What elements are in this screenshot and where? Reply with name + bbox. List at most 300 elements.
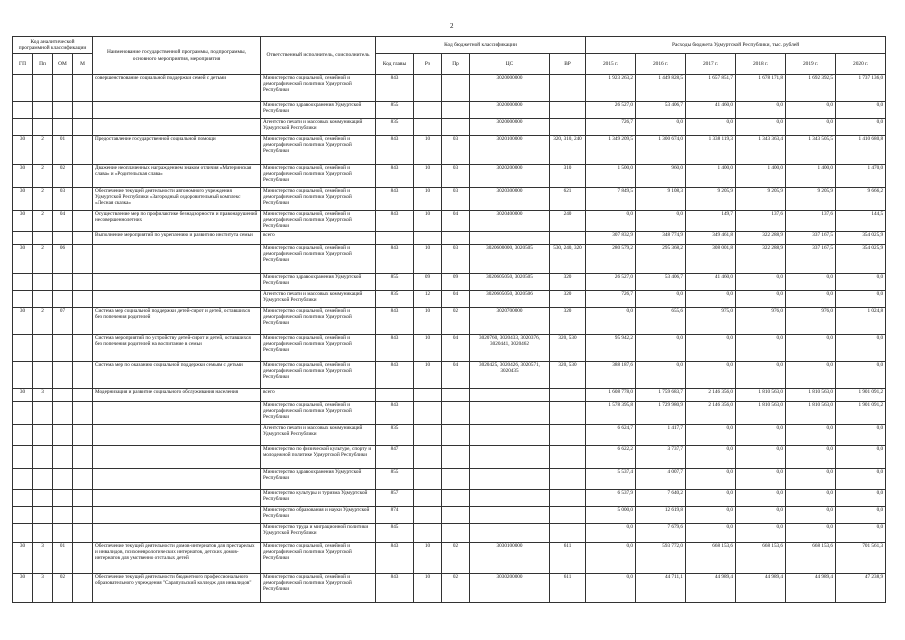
expense-value-cell: 4 007,7 <box>636 469 686 490</box>
gp-cell <box>13 402 33 425</box>
cs-cell: 3030100000 <box>470 543 550 574</box>
om-cell: 01 <box>53 136 73 165</box>
m-cell <box>73 446 93 469</box>
expense-value-cell: 6 624,7 <box>586 425 636 446</box>
vr-cell: 320, 530 <box>550 335 586 362</box>
expense-value-cell: 1 470,0 <box>836 165 886 188</box>
expense-value-cell: 668 153,6 <box>786 543 836 574</box>
expense-value-cell: 2 146 356,0 <box>686 402 736 425</box>
expense-value-cell: 0,0 <box>836 446 886 469</box>
rz-cell: 10 <box>414 165 442 188</box>
pr-cell <box>442 507 470 524</box>
om-cell <box>53 274 73 291</box>
executor-cell: Министерство социальной, семейной и демографической политики Удмуртской Республики <box>261 165 376 188</box>
pr-cell: 03 <box>442 136 470 165</box>
grbs-cell: 843 <box>376 543 414 574</box>
vr-cell <box>550 490 586 507</box>
expense-value-cell: 726,7 <box>586 291 636 308</box>
pp-cell <box>33 507 53 524</box>
m-cell <box>73 490 93 507</box>
expense-value-cell: 95 942,2 <box>586 335 636 362</box>
rz-cell <box>414 75 442 102</box>
expense-value-cell: 348 774,9 <box>636 232 686 245</box>
pp-cell <box>33 524 53 543</box>
om-cell: 02 <box>53 165 73 188</box>
expense-value-cell: 0,0 <box>586 574 636 603</box>
table-row <box>13 507 886 524</box>
vr-cell: 621 <box>550 188 586 211</box>
pp-cell <box>33 402 53 425</box>
program-name-header: Наименование государственной программы, подпрограммы, основного мероприятия, мероприятия <box>93 37 261 75</box>
expense-value-cell: 1 901 091,2 <box>836 389 886 402</box>
expense-value-cell: 1 410 680,8 <box>836 136 886 165</box>
expense-value-cell: 6 537,9 <box>586 490 636 507</box>
grbs-cell: 843 <box>376 136 414 165</box>
expense-value-cell: 0,0 <box>736 446 786 469</box>
m-cell <box>73 335 93 362</box>
executor-cell: Министерство социальной, семейной и демографической политики Удмуртской Республики <box>261 335 376 362</box>
vr-cell <box>550 232 586 245</box>
grbs-cell: 835 <box>376 119 414 136</box>
m-header: М <box>73 54 93 75</box>
executor-cell: Министерство здравоохранения Удмуртской Республики <box>261 102 376 119</box>
expense-value-cell: 1 500,0 <box>586 165 636 188</box>
pr-cell <box>442 232 470 245</box>
expense-value-cell: 0,0 <box>636 291 686 308</box>
gp-cell: 30 <box>13 188 33 211</box>
expense-value-cell: 726,7 <box>586 119 636 136</box>
vr-cell: 320, 310, 240 <box>550 136 586 165</box>
gp-cell <box>13 75 33 102</box>
vr-cell: 611 <box>550 543 586 574</box>
cs-cell: 3030200000 <box>470 574 550 603</box>
m-cell <box>73 211 93 232</box>
expense-value-cell: 0,0 <box>586 524 636 543</box>
table-row <box>13 291 886 308</box>
vr-header: ВР <box>550 54 586 75</box>
vr-cell <box>550 507 586 524</box>
grbs-header: Код главы <box>376 54 414 75</box>
cs-cell <box>470 490 550 507</box>
pp-cell <box>33 75 53 102</box>
vr-cell: 530, 240, 320 <box>550 245 586 274</box>
executor-cell: Министерство социальной, семейной и демографической политики Удмуртской Республики <box>261 362 376 389</box>
expense-value-cell: 337 167,5 <box>786 245 836 274</box>
expense-value-cell: 0,0 <box>836 490 886 507</box>
rz-cell: 10 <box>414 245 442 274</box>
expense-value-cell: 0,0 <box>786 335 836 362</box>
expense-value-cell: 0,0 <box>786 446 836 469</box>
expense-value-cell: 1 300 674,0 <box>636 136 686 165</box>
table-row <box>13 402 886 425</box>
m-cell <box>73 402 93 425</box>
pr-cell: 04 <box>442 211 470 232</box>
executor-cell: Министерство социальной, семейной и демографической политики Удмуртской Республики <box>261 308 376 335</box>
cs-cell: 3020000000 <box>470 119 550 136</box>
om-cell: 07 <box>53 308 73 335</box>
om-cell <box>53 425 73 446</box>
vr-cell <box>550 402 586 425</box>
executor-cell: Министерство социальной, семейной и демографической политики Удмуртской Республики <box>261 211 376 232</box>
executor-cell: Министерство социальной, семейной и демографической политики Удмуртской Республики <box>261 75 376 102</box>
pr-cell <box>442 102 470 119</box>
expense-value-cell: 12 619,8 <box>636 507 686 524</box>
m-cell <box>73 245 93 274</box>
table-row <box>13 232 886 245</box>
rz-cell <box>414 119 442 136</box>
cs-cell: 3020100000 <box>470 136 550 165</box>
cs-cell: 3020200000 <box>470 165 550 188</box>
pr-cell: 03 <box>442 165 470 188</box>
gp-cell <box>13 446 33 469</box>
pr-cell <box>442 469 470 490</box>
vr-cell: 320, 530 <box>550 362 586 389</box>
expense-value-cell: 0,0 <box>786 291 836 308</box>
expense-value-cell: 1 810 563,0 <box>736 402 786 425</box>
expense-value-cell: 0,0 <box>836 425 886 446</box>
om-cell <box>53 119 73 136</box>
program-name-cell <box>93 507 261 524</box>
program-name-cell: Система мер социальной поддержки детей-сирот и детей, оставшихся без попечения родителей <box>93 308 261 335</box>
pr-cell: 04 <box>442 291 470 308</box>
m-cell <box>73 425 93 446</box>
grbs-cell: 855 <box>376 469 414 490</box>
gp-cell <box>13 469 33 490</box>
om-cell <box>53 446 73 469</box>
pr-cell: 03 <box>442 188 470 211</box>
m-cell <box>73 389 93 402</box>
executor-cell: Министерство здравоохранения Удмуртской Республики <box>261 274 376 291</box>
table-row <box>13 446 886 469</box>
pp-header: Пп <box>33 54 53 75</box>
gp-cell <box>13 524 33 543</box>
expense-value-cell: 322 288,9 <box>736 232 786 245</box>
om-cell <box>53 232 73 245</box>
expense-value-cell: 7 849,5 <box>586 188 636 211</box>
grbs-cell: 843 <box>376 574 414 603</box>
table-row <box>13 211 886 232</box>
m-cell <box>73 291 93 308</box>
program-name-cell <box>93 524 261 543</box>
expense-value-cell: 0,0 <box>586 211 636 232</box>
vr-cell: 240 <box>550 211 586 232</box>
expense-value-cell: 0,0 <box>786 274 836 291</box>
expense-value-cell: 53 406,7 <box>636 102 686 119</box>
table-row <box>13 188 886 211</box>
gp-cell: 30 <box>13 211 33 232</box>
gp-cell <box>13 335 33 362</box>
expense-value-cell: 41 460,0 <box>686 102 736 119</box>
expense-value-cell: 53 406,7 <box>636 274 686 291</box>
expense-value-cell: 0,0 <box>836 119 886 136</box>
om-cell: 03 <box>53 188 73 211</box>
expense-value-cell: 1 024,8 <box>836 308 886 335</box>
pp-cell <box>33 232 53 245</box>
cs-cell <box>470 389 550 402</box>
expense-value-cell: 0,0 <box>786 425 836 446</box>
rz-cell <box>414 102 442 119</box>
rz-cell <box>414 389 442 402</box>
grbs-cell: 843 <box>376 335 414 362</box>
analytic-code-header: Код аналитической программной классификации <box>13 37 93 54</box>
expense-value-cell: 1 759 683,7 <box>636 389 686 402</box>
executor-cell: Министерство социальной, семейной и демографической политики Удмуртской Республики <box>261 245 376 274</box>
gp-header: ГП <box>13 54 33 75</box>
program-name-cell: Выполнение мероприятий по укреплению и развитию института семьи <box>93 232 261 245</box>
rz-cell: 10 <box>414 136 442 165</box>
grbs-cell: 843 <box>376 362 414 389</box>
year-header: 2018 г. <box>736 54 786 75</box>
vr-cell: 320 <box>550 291 586 308</box>
m-cell <box>73 102 93 119</box>
expense-value-cell: 322 288,9 <box>736 245 786 274</box>
om-cell: 06 <box>53 245 73 274</box>
program-name-cell <box>93 490 261 507</box>
table-row <box>13 75 886 102</box>
expense-value-cell: 0,0 <box>736 507 786 524</box>
cs-header: ЦС <box>470 54 550 75</box>
grbs-cell: 843 <box>376 165 414 188</box>
expense-value-cell: 0,0 <box>786 362 836 389</box>
expense-value-cell: 0,0 <box>736 490 786 507</box>
rz-cell <box>414 524 442 543</box>
expense-value-cell: 5 000,0 <box>586 507 636 524</box>
year-header: 2017 г. <box>686 54 736 75</box>
expense-value-cell: 0,0 <box>736 335 786 362</box>
expense-value-cell: 0,0 <box>686 469 736 490</box>
program-name-cell: Модернизация и развитие социального обслуживания населения <box>93 389 261 402</box>
expense-value-cell: 1 449 828,5 <box>636 75 686 102</box>
expense-value-cell: 0,0 <box>636 211 686 232</box>
expense-value-cell: 1 343 363,4 <box>736 136 786 165</box>
program-name-cell <box>93 402 261 425</box>
expense-value-cell: 0,0 <box>686 524 736 543</box>
program-name-cell <box>93 446 261 469</box>
rz-cell <box>414 446 442 469</box>
expense-value-cell: 0,0 <box>836 524 886 543</box>
expense-value-cell: 0,0 <box>736 291 786 308</box>
grbs-cell: 845 <box>376 524 414 543</box>
cs-cell: 3020000000 <box>470 75 550 102</box>
expense-value-cell: 1 737 136,0 <box>836 75 886 102</box>
pp-cell: 2 <box>33 245 53 274</box>
pr-cell <box>442 446 470 469</box>
gp-cell <box>13 102 33 119</box>
rz-cell: 12 <box>414 291 442 308</box>
expense-value-cell: 1 692 392,5 <box>786 75 836 102</box>
executor-cell: Министерство культуры и туризма Удмуртской Республики <box>261 490 376 507</box>
m-cell <box>73 136 93 165</box>
table-row <box>13 362 886 389</box>
program-name-cell <box>93 245 261 274</box>
expense-value-cell: 3 737,7 <box>636 446 686 469</box>
table-row <box>13 119 886 136</box>
expense-value-cell: 1 810 563,0 <box>786 402 836 425</box>
year-header: 2020 г. <box>836 54 886 75</box>
grbs-cell: 847 <box>376 446 414 469</box>
table-row <box>13 102 886 119</box>
gp-cell <box>13 490 33 507</box>
rz-header: Рз <box>414 54 442 75</box>
table-row <box>13 490 886 507</box>
rz-cell: 10 <box>414 362 442 389</box>
expense-value-cell: 0,0 <box>686 119 736 136</box>
expense-value-cell: 960,0 <box>636 165 686 188</box>
om-cell <box>53 469 73 490</box>
grbs-cell: 843 <box>376 188 414 211</box>
om-header: ОМ <box>53 54 73 75</box>
expense-value-cell: 0,0 <box>736 469 786 490</box>
vr-cell <box>550 425 586 446</box>
pr-header: Пр <box>442 54 470 75</box>
expense-value-cell: 0,0 <box>636 335 686 362</box>
gp-cell <box>13 425 33 446</box>
expense-value-cell: 295 368,2 <box>636 245 686 274</box>
expense-value-cell: 149,7 <box>686 211 736 232</box>
expense-value-cell: 1 578 395,8 <box>586 402 636 425</box>
expense-value-cell: 1 810 563,0 <box>786 389 836 402</box>
expense-value-cell: 0,0 <box>736 362 786 389</box>
cs-cell <box>470 402 550 425</box>
m-cell <box>73 119 93 136</box>
gp-cell <box>13 291 33 308</box>
cs-cell: 3020605050, 3020505 <box>470 274 550 291</box>
grbs-cell: 835 <box>376 425 414 446</box>
table-row <box>13 469 886 490</box>
expense-value-cell: 0,0 <box>636 119 686 136</box>
m-cell <box>73 574 93 603</box>
expense-value-cell: 137,6 <box>786 211 836 232</box>
expense-value-cell: 1 657 851,7 <box>686 75 736 102</box>
pp-cell: 2 <box>33 308 53 335</box>
expense-value-cell: 308 001,8 <box>686 245 736 274</box>
expense-value-cell: 0,0 <box>836 291 886 308</box>
expense-value-cell: 41 460,0 <box>686 274 736 291</box>
cs-cell: 3020600000, 3020505 <box>470 245 550 274</box>
rz-cell: 10 <box>414 574 442 603</box>
grbs-cell: 835 <box>376 291 414 308</box>
expense-value-cell: 0,0 <box>686 490 736 507</box>
pp-cell <box>33 119 53 136</box>
vr-cell: 320 <box>550 308 586 335</box>
grbs-cell: 843 <box>376 308 414 335</box>
expense-value-cell: 0,0 <box>736 102 786 119</box>
table-row <box>13 425 886 446</box>
table-row <box>13 335 886 362</box>
expense-value-cell: 6 622,2 <box>586 446 636 469</box>
m-cell <box>73 469 93 490</box>
expense-value-cell: 0,0 <box>786 102 836 119</box>
expense-value-cell: 44 989,4 <box>786 574 836 603</box>
vr-cell: 320 <box>550 274 586 291</box>
vr-cell: 611 <box>550 574 586 603</box>
grbs-cell: 874 <box>376 507 414 524</box>
grbs-cell: 857 <box>376 490 414 507</box>
pp-cell <box>33 469 53 490</box>
expense-value-cell: 655,6 <box>636 308 686 335</box>
program-name-cell: Обеспечение текущей деятельности бюджетного профессионального образовательного учреждения "Сарапульский колледж для инвалидов" <box>93 574 261 603</box>
expense-value-cell: 1 678 171,8 <box>736 75 786 102</box>
table-row <box>13 574 886 603</box>
rz-cell: 09 <box>414 274 442 291</box>
grbs-cell <box>376 389 414 402</box>
grbs-cell: 843 <box>376 245 414 274</box>
expense-value-cell: 1 729 980,9 <box>636 402 686 425</box>
cs-cell <box>470 232 550 245</box>
table-row <box>13 274 886 291</box>
expense-value-cell: 0,0 <box>786 507 836 524</box>
expense-value-cell: 976,0 <box>736 308 786 335</box>
pp-cell: 3 <box>33 389 53 402</box>
executor-cell: Министерство образования и науки Удмуртской Республики <box>261 507 376 524</box>
pp-cell: 2 <box>33 165 53 188</box>
om-cell <box>53 291 73 308</box>
pp-cell <box>33 490 53 507</box>
rz-cell <box>414 469 442 490</box>
expense-value-cell: 0,0 <box>836 507 886 524</box>
executor-cell: всего <box>261 232 376 245</box>
program-name-cell: совершенствование социальной поддержки семей с детьми <box>93 75 261 102</box>
table-row <box>13 245 886 274</box>
gp-cell: 30 <box>13 165 33 188</box>
vr-cell <box>550 446 586 469</box>
rz-cell <box>414 402 442 425</box>
cs-cell: 3020605050, 3020506 <box>470 291 550 308</box>
om-cell <box>53 389 73 402</box>
executor-cell: Министерство по физической культуре, спорту и молодежной политике Удмуртской Республики <box>261 446 376 469</box>
pp-cell: 2 <box>33 136 53 165</box>
cs-cell: 3020300000 <box>470 188 550 211</box>
expense-value-cell: 5 537,4 <box>586 469 636 490</box>
page-number: 2 <box>450 22 454 30</box>
rz-cell: 10 <box>414 211 442 232</box>
om-cell: 04 <box>53 211 73 232</box>
m-cell <box>73 507 93 524</box>
expense-value-cell: 0,0 <box>736 119 786 136</box>
executor-cell: Агентство печати и массовых коммуникаций Удмуртской Республики <box>261 425 376 446</box>
pp-cell <box>33 102 53 119</box>
expense-value-cell: 337 167,5 <box>786 232 836 245</box>
vr-cell <box>550 119 586 136</box>
expense-value-cell: 0,0 <box>736 274 786 291</box>
expense-value-cell: 0,0 <box>786 119 836 136</box>
gp-cell <box>13 362 33 389</box>
expense-value-cell: 26 527,0 <box>586 274 636 291</box>
rz-cell <box>414 507 442 524</box>
pp-cell <box>33 291 53 308</box>
table-row <box>13 389 886 402</box>
cs-cell: 3020000000 <box>470 102 550 119</box>
cs-cell: 3020400000 <box>470 211 550 232</box>
vr-cell <box>550 469 586 490</box>
pp-cell: 3 <box>33 543 53 574</box>
expense-value-cell: 0,0 <box>786 524 836 543</box>
expense-value-cell: 975,0 <box>686 308 736 335</box>
executor-cell: Министерство социальной, семейной и демографической политики Удмуртской Республики <box>261 402 376 425</box>
expense-value-cell: 0,0 <box>786 469 836 490</box>
table-row <box>13 136 886 165</box>
pr-cell: 02 <box>442 543 470 574</box>
gp-cell <box>13 507 33 524</box>
m-cell <box>73 543 93 574</box>
expense-value-cell: 1 338 119,3 <box>686 136 736 165</box>
expense-value-cell: 1 349 209,5 <box>586 136 636 165</box>
om-cell <box>53 335 73 362</box>
cs-cell <box>470 425 550 446</box>
expense-value-cell: 0,0 <box>836 102 886 119</box>
cs-cell <box>470 469 550 490</box>
m-cell <box>73 308 93 335</box>
